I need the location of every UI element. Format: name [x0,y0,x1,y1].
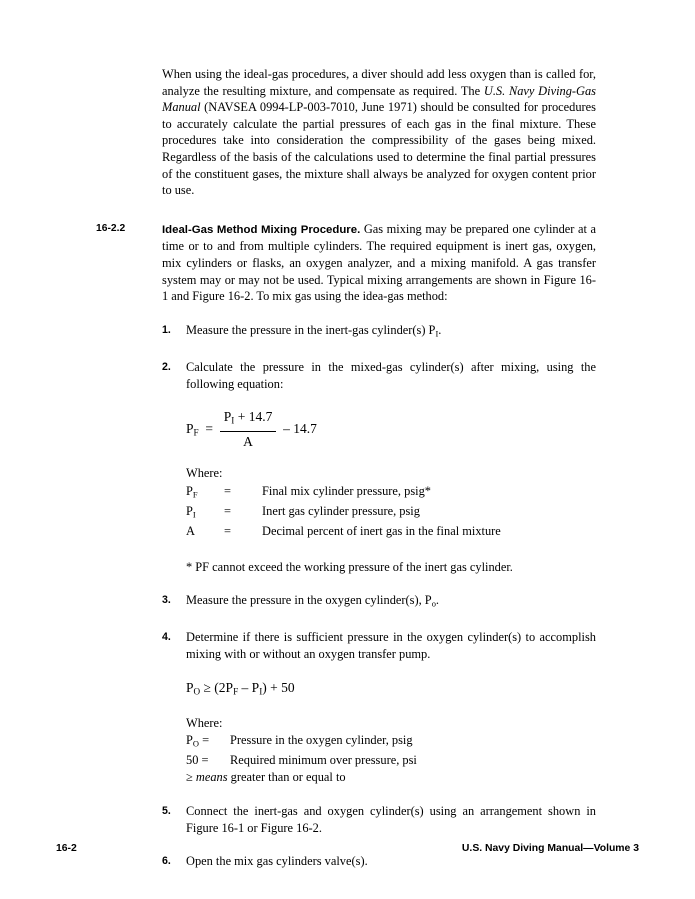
table-row [186,483,501,503]
where-symbol-sub: F [192,489,198,500]
equation-2-text-c: – P [238,680,260,696]
equation-1-equals: = [205,420,213,436]
list-item-text: Determine if there is sufficient pressure in the oxygen cylinder(s) to accomplish mixing with or without an oxygen transfer pump. [186,630,596,662]
where-symbol-sub: O [192,738,199,749]
where-block-2 [96,715,596,786]
table-row [186,732,417,752]
where-symbol-text: A [186,523,195,538]
where-symbol-text: P [186,483,193,498]
where-label: Where: [186,466,223,481]
intro-text-part2: (NAVSEA 0994-LP-003-7010, June 1971) should be consulted for procedures to accurately calculate the partial pressures of each gas in the final mixture. These procedures take into consideration the compressibility of the gases being mixed. Regardless of the basis of the calculations used to determine the final partial pressures of the constituent gases, the mixture shall always be analyzed for oxygen content prior to use. [162,100,596,198]
list-item-number: 4. [162,631,171,644]
where-symbol [186,752,230,769]
list-item-text: Measure the pressure in the inert-gas cylinder(s) P [186,322,436,337]
list-item-text: Calculate the pressure in the mixed-gas cylinder(s) after mixing, using the following equation: [186,359,596,391]
list-item-text-post: . [438,322,442,337]
where-table [186,483,501,543]
equation-1-numerator-sub: I [231,416,235,427]
ge-means-italic: means [195,769,228,784]
section-number: 16-2.2 [96,222,126,234]
list-item-number: 3. [162,594,171,607]
where-equals: = [224,523,231,538]
where-equals: = [201,753,209,768]
list-item-subscript: o [431,598,436,609]
equation-1-numerator-rest: + 14.7 [234,409,273,425]
equation-2-line [186,680,295,695]
intro-italic-title: U.S. Navy Diving-Gas Manual [162,83,596,115]
equation-1-line [186,409,317,450]
where-description: Decimal percent of inert gas in the final mixture [262,523,501,538]
ge-symbol: ≥ [186,769,196,784]
where-symbol [186,523,224,543]
table-row [186,523,501,543]
where-label: Where: [186,715,223,730]
list-item-subscript: I [435,328,439,339]
where-description: Inert gas cylinder pressure, psig [262,503,420,518]
where-equals: = [202,733,210,748]
equation-1-tail: – 14.7 [283,420,317,436]
where-block-1 [96,465,596,543]
equation-2-text-b: ≥ (2P [200,680,234,696]
where-symbol-text: P [186,503,193,518]
ge-description: greater than or equal to [227,769,346,784]
where-equals: = [224,483,231,498]
list-item-text: Connect the inert-gas and oxygen cylinder(s) using an arrangement shown in Figure 16-1 or Figure 16-2. [186,803,596,835]
footer-page-number: 16-2 [56,843,77,854]
equation-1-denominator: A [243,434,253,450]
intro-paragraph [96,66,596,199]
equation-2-sym-a: P [186,680,194,696]
where-symbol [186,503,224,523]
equation-1-numerator [220,408,277,432]
list-item-number: 2. [162,360,171,373]
where-symbol [186,483,224,503]
equation-footnote: * PF cannot exceed the working pressure of the inert gas cylinder. [186,559,513,574]
equation-1-fraction [220,408,277,451]
table-row [186,752,417,769]
equation-2-sub-a: O [193,686,201,697]
equation-1-lhs-sub: F [193,427,199,438]
list-item-number: 1. [162,323,171,336]
list-item-number: 6. [162,855,171,868]
page-content [96,66,596,870]
where-table [186,732,417,769]
where-equals: = [224,503,231,518]
equation-1-lhs: P [186,420,194,436]
list-item-text: Open the mix gas cylinders valve(s). [186,854,368,869]
section-text: Gas mixing may be prepared one cylinder at a time or to and from multiple cylinders. The required equipment is inert gas, oxygen, mix cylinders or flasks, an oxygen analyzer, and a mixing manifold. A gas transfer system may or may not be used. Typical mixing arrangements are shown in Figure 16-1 and Figure 16-2. To mix gas using the idea-gas method: [162,221,596,304]
where-description: Required minimum over pressure, psi [230,753,417,768]
ge-definition-line [186,769,596,786]
where-symbol-sub: I [192,509,196,520]
list-item [96,803,596,837]
equation-2-sub-b: F [233,686,239,697]
equation-2 [96,679,596,701]
list-item [96,322,596,342]
section-16-2-2 [96,221,596,305]
table-row [186,503,501,523]
where-description: Final mix cylinder pressure, psig* [262,483,431,498]
where-symbol [186,732,230,752]
equation-1-numerator-sym: P [223,409,232,425]
intro-text-part1: When using the ideal-gas procedures, a diver should add less oxygen than is called for, analyze the resulting mixture, and compensate as required. The [162,67,596,98]
list-item [96,853,596,870]
list-item-text: Measure the pressure in the oxygen cylinder(s), P [186,593,432,608]
footer-title: U.S. Navy Diving Manual—Volume 3 [461,843,639,854]
list-item [96,592,596,612]
list-item-number: 5. [162,804,171,817]
where-description: Pressure in the oxygen cylinder, psig [230,733,413,748]
where-symbol-text: 50 [186,753,199,768]
list-item [96,359,596,393]
equation-2-sub-c: I [259,686,263,697]
where-symbol-text: P [186,733,193,748]
list-item [96,629,596,663]
equation-2-text-d: ) + 50 [262,680,295,696]
equation-1 [96,408,596,451]
section-heading: Ideal-Gas Method Mixing Procedure. [162,223,361,236]
list-item-text-post: . [435,593,440,608]
